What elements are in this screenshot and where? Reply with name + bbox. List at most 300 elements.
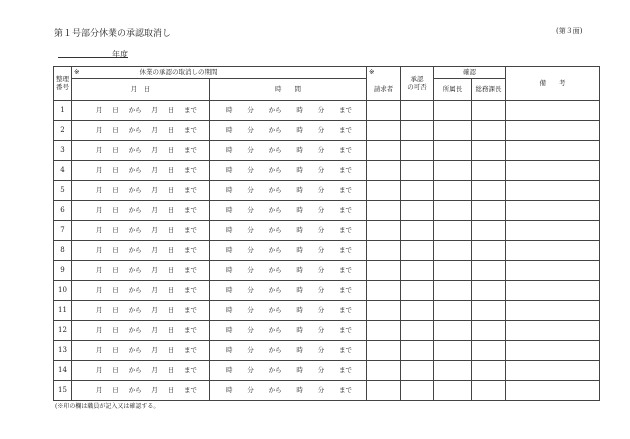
section-chief-cell[interactable] [434,241,472,261]
time-label: 分 [247,305,254,314]
row-number: 15 [54,381,72,401]
section-chief-cell[interactable] [434,381,472,401]
time-label: 分 [247,105,254,114]
row-number: 3 [54,141,72,161]
date-label: 日 [112,325,119,334]
time-label: から [268,185,282,194]
date-label: から [128,205,142,214]
time-range-cell[interactable] [210,361,367,381]
date-label: 月 [151,265,158,274]
approval-header: 承認 の可否 [401,67,434,101]
requester-cell[interactable] [367,121,401,141]
partial-leave-cancellation-table [53,66,600,401]
approval-cell[interactable] [401,321,434,341]
time-range-cell[interactable] [210,341,367,361]
time-label: 時 [296,285,303,294]
general-affairs-chief-cell[interactable] [472,201,506,221]
table-row [54,301,600,321]
time-label: 分 [317,385,325,394]
date-label: 日 [167,105,175,114]
date-label: まで [183,345,197,354]
approval-cell[interactable] [401,341,434,361]
date-label: 月 [96,225,103,234]
section-chief-cell[interactable] [434,181,472,201]
table-row [54,181,600,201]
date-label: まで [183,225,197,234]
time-label: 分 [317,185,325,194]
date-label: まで [183,325,197,334]
requester-cell[interactable] [367,181,401,201]
requester-cell[interactable] [367,381,401,401]
date-label: 月 [96,185,103,194]
approval-cell[interactable] [401,121,434,141]
time-range-cell[interactable] [210,321,367,341]
date-label: まで [183,185,197,194]
date-label: まで [183,205,197,214]
requester-cell[interactable] [367,341,401,361]
time-label: 時 [226,105,233,114]
approval-cell[interactable] [401,221,434,241]
date-label: から [128,225,142,234]
date-range-cell[interactable] [72,301,210,321]
date-range-cell[interactable] [72,261,210,281]
time-label: 分 [317,345,325,354]
date-label: 日 [167,165,175,174]
requester-cell[interactable] [367,301,401,321]
time-label: から [268,345,282,354]
date-label: 月 [151,125,158,134]
row-number: 7 [54,221,72,241]
date-label: から [128,105,142,114]
date-range-cell[interactable] [72,361,210,381]
remarks-cell[interactable] [506,361,600,381]
section-chief-cell[interactable] [434,121,472,141]
time-label: から [268,105,282,114]
general-affairs-chief-cell[interactable] [472,281,506,301]
date-label: 日 [112,365,119,374]
time-label: 時 [226,345,233,354]
time-label: まで [338,265,352,274]
date-label: まで [183,245,197,254]
time-label: 時 [226,165,233,174]
approval-cell[interactable] [401,181,434,201]
time-range-cell[interactable] [210,101,367,121]
remarks-cell[interactable] [506,141,600,161]
time-label: まで [338,305,352,314]
requester-cell[interactable] [367,361,401,381]
time-label: まで [338,165,352,174]
requester-cell[interactable] [367,201,401,221]
time-label: 時 [296,365,303,374]
time-label: 時 [296,205,303,214]
asterisk-mark: ※ [72,67,210,79]
date-label: 日 [112,185,119,194]
time-range-cell[interactable] [210,261,367,281]
time-label: まで [338,285,352,294]
approval-cell[interactable] [401,201,434,221]
date-label: から [128,145,142,154]
time-label: 時 [226,145,233,154]
section-chief-cell[interactable] [434,361,472,381]
date-label: 月 [96,365,103,374]
time-label: 分 [247,345,254,354]
date-label: 日 [112,105,119,114]
date-range-cell[interactable] [72,221,210,241]
date-label: 月 [96,285,103,294]
date-label: まで [183,285,197,294]
time-label: 分 [247,385,254,394]
time-label: 分 [247,145,254,154]
time-label: 時 [226,225,233,234]
time-range-cell[interactable] [210,381,367,401]
date-range-cell[interactable] [72,161,210,181]
date-label: 日 [167,345,175,354]
date-label: まで [183,165,197,174]
date-range-cell[interactable] [72,181,210,201]
remarks-cell[interactable] [506,241,600,261]
approval-cell[interactable] [401,161,434,181]
general-affairs-chief-cell[interactable] [472,361,506,381]
date-column-header: 月 日 [72,79,210,101]
section-chief-cell[interactable] [434,321,472,341]
date-label: から [128,305,142,314]
approval-cell[interactable] [401,381,434,401]
date-label: まで [183,105,197,114]
general-affairs-chief-cell[interactable] [472,261,506,281]
date-label: まで [183,265,197,274]
table-row [54,321,600,341]
row-number: 2 [54,121,72,141]
row-number: 14 [54,361,72,381]
time-label: 時 [296,385,303,394]
date-range-cell[interactable] [72,281,210,301]
time-label: 分 [317,105,325,114]
requester-cell[interactable] [367,101,401,121]
date-label: 日 [167,245,175,254]
date-label: 月 [151,325,158,334]
date-label: 日 [112,245,119,254]
date-range-cell[interactable] [72,341,210,361]
requester-cell[interactable] [367,161,401,181]
date-range-cell[interactable] [72,321,210,341]
date-label: 日 [167,385,175,394]
general-affairs-chief-cell[interactable] [472,301,506,321]
remarks-cell[interactable] [506,121,600,141]
time-range-cell[interactable] [210,221,367,241]
time-label: から [268,125,282,134]
date-label: 月 [151,365,158,374]
row-number: 6 [54,201,72,221]
section-chief-cell[interactable] [434,221,472,241]
time-label: から [268,325,282,334]
general-affairs-chief-cell[interactable] [472,381,506,401]
time-label: から [268,205,282,214]
time-label: 分 [317,285,325,294]
table-row [54,201,600,221]
date-label: から [128,365,142,374]
date-label: から [128,385,142,394]
time-label: まで [338,365,352,374]
time-label: 分 [317,305,325,314]
date-label: 月 [151,245,158,254]
time-label: まで [338,345,352,354]
asterisk-mark-2: ※ [367,67,401,79]
approval-cell[interactable] [401,101,434,121]
approval-cell[interactable] [401,241,434,261]
time-label: 時 [226,285,233,294]
section-chief-cell[interactable] [434,341,472,361]
requester-cell[interactable] [367,281,401,301]
date-label: 月 [151,185,158,194]
time-label: まで [338,105,352,114]
time-range-cell[interactable] [210,181,367,201]
remarks-cell[interactable] [506,381,600,401]
table-row [54,101,600,121]
remarks-cell[interactable] [506,161,600,181]
date-label: まで [183,125,197,134]
time-range-cell[interactable] [210,161,367,181]
remarks-cell[interactable] [506,321,600,341]
remarks-cell[interactable] [506,221,600,241]
requester-cell[interactable] [367,141,401,161]
time-label: まで [338,385,352,394]
date-label: 月 [96,165,103,174]
requester-cell[interactable] [367,221,401,241]
time-label: 時 [226,125,233,134]
date-range-cell[interactable] [72,141,210,161]
time-label: 分 [247,285,254,294]
time-label: 分 [317,205,325,214]
time-label: 時 [296,345,303,354]
date-label: 日 [112,305,119,314]
time-label: 分 [317,125,325,134]
date-label: 日 [112,205,119,214]
date-label: 月 [96,145,103,154]
table-row [54,241,600,261]
time-label: 分 [247,265,254,274]
time-range-cell[interactable] [210,201,367,221]
time-label: 時 [296,105,303,114]
date-label: 月 [151,105,158,114]
time-label: 分 [247,205,254,214]
section-chief-cell[interactable] [434,101,472,121]
time-label: まで [338,185,352,194]
time-label: 時 [296,245,303,254]
date-label: 日 [112,145,119,154]
date-label: 日 [167,125,175,134]
section-chief-cell[interactable] [434,141,472,161]
period-header: 休業の承認の取消しの期間 [210,67,367,79]
date-label: から [128,345,142,354]
table-row [54,141,600,161]
time-label: 分 [247,325,254,334]
time-label: から [268,225,282,234]
time-label: まで [338,125,352,134]
date-label: 日 [112,385,119,394]
time-label: 分 [317,245,325,254]
general-affairs-chief-cell[interactable] [472,141,506,161]
requester-cell[interactable] [367,261,401,281]
general-affairs-chief-cell[interactable] [472,101,506,121]
date-label: 月 [151,345,158,354]
date-label: から [128,265,142,274]
serial-number-header: 整理 番号 [54,67,72,101]
date-label: 月 [151,225,158,234]
confirm-header: 確認 [434,67,506,79]
time-label: 分 [247,125,254,134]
approval-cell[interactable] [401,361,434,381]
date-label: 月 [96,325,103,334]
date-label: 日 [167,145,175,154]
time-label: まで [338,325,352,334]
general-affairs-chief-cell[interactable] [472,121,506,141]
date-label: 日 [112,285,119,294]
date-label: 日 [112,225,119,234]
date-label: 月 [151,165,158,174]
time-label: 時 [296,165,303,174]
date-range-cell[interactable] [72,121,210,141]
date-label: まで [183,145,197,154]
year-label: 年度 [112,50,128,59]
date-range-cell[interactable] [72,241,210,261]
date-label: 日 [167,285,175,294]
time-label: 時 [296,325,303,334]
table-row [54,121,600,141]
section-chief-cell[interactable] [434,281,472,301]
remarks-cell[interactable] [506,301,600,321]
time-label: 時 [296,185,303,194]
time-range-cell[interactable] [210,141,367,161]
date-label: 月 [96,345,103,354]
general-affairs-chief-header: 総務課長 [472,79,506,101]
time-label: から [268,165,282,174]
date-label: 月 [96,205,103,214]
remarks-cell[interactable] [506,201,600,221]
time-label: から [268,265,282,274]
section-chief-cell[interactable] [434,301,472,321]
section-chief-header: 所属長 [434,79,472,101]
date-label: 月 [151,285,158,294]
time-label: 時 [296,265,303,274]
general-affairs-chief-cell[interactable] [472,241,506,261]
date-label: 日 [112,165,119,174]
time-label: から [268,285,282,294]
row-number: 5 [54,181,72,201]
time-range-cell[interactable] [210,281,367,301]
approval-cell[interactable] [401,141,434,161]
time-range-cell[interactable] [210,301,367,321]
general-affairs-chief-cell[interactable] [472,341,506,361]
time-range-cell[interactable] [210,241,367,261]
time-label: 時 [296,225,303,234]
date-label: から [128,185,142,194]
footnote: (※印の欄は職員が記入又は確認する。 [55,403,160,410]
general-affairs-chief-cell[interactable] [472,181,506,201]
time-label: 時 [296,145,303,154]
requester-header: 請求者 [367,79,401,101]
date-range-cell[interactable] [72,381,210,401]
row-number: 10 [54,281,72,301]
time-label: 分 [247,365,254,374]
date-label: 月 [151,385,158,394]
time-column-header: 時 間 [210,79,367,101]
date-range-cell[interactable] [72,201,210,221]
form-title: 第１号部分休業の承認取消し [54,29,172,39]
date-label: 日 [112,265,119,274]
date-label: 月 [96,305,103,314]
remarks-cell[interactable] [506,181,600,201]
table-row [54,381,600,401]
time-label: 分 [317,325,325,334]
time-label: 分 [317,225,325,234]
requester-cell[interactable] [367,321,401,341]
date-label: 月 [96,105,103,114]
remarks-header: 備 考 [506,67,600,101]
time-label: 分 [247,225,254,234]
time-label: から [268,245,282,254]
remarks-cell[interactable] [506,261,600,281]
date-label: から [128,125,142,134]
date-label: 日 [167,365,175,374]
section-chief-cell[interactable] [434,261,472,281]
remarks-cell[interactable] [506,101,600,121]
general-affairs-chief-cell[interactable] [472,221,506,241]
time-label: 分 [317,165,325,174]
requester-cell[interactable] [367,241,401,261]
general-affairs-chief-cell[interactable] [472,161,506,181]
time-label: 分 [247,245,254,254]
time-label: から [268,385,282,394]
approval-cell[interactable] [401,281,434,301]
date-label: 日 [167,185,175,194]
date-label: 月 [151,145,158,154]
time-label: 分 [317,265,325,274]
date-label: 月 [96,265,103,274]
date-label: から [128,285,142,294]
date-label: 日 [167,325,175,334]
remarks-cell[interactable] [506,341,600,361]
date-label: から [128,165,142,174]
time-label: 分 [247,185,254,194]
approval-cell[interactable] [401,301,434,321]
time-label: まで [338,205,352,214]
time-label: まで [338,245,352,254]
date-label: まで [183,385,197,394]
time-label: 分 [247,165,254,174]
row-number: 12 [54,321,72,341]
date-label: まで [183,305,197,314]
row-number: 4 [54,161,72,181]
approval-cell[interactable] [401,261,434,281]
date-label: から [128,245,142,254]
time-label: から [268,305,282,314]
row-number: 1 [54,101,72,121]
date-range-cell[interactable] [72,101,210,121]
row-number: 13 [54,341,72,361]
row-number: 9 [54,261,72,281]
remarks-cell[interactable] [506,281,600,301]
general-affairs-chief-cell[interactable] [472,321,506,341]
time-label: から [268,145,282,154]
date-label: 月 [151,305,158,314]
time-range-cell[interactable] [210,121,367,141]
time-label: まで [338,225,352,234]
section-chief-cell[interactable] [434,201,472,221]
section-chief-cell[interactable] [434,161,472,181]
date-label: 月 [96,385,103,394]
time-label: 時 [226,365,233,374]
date-label: 日 [112,345,119,354]
